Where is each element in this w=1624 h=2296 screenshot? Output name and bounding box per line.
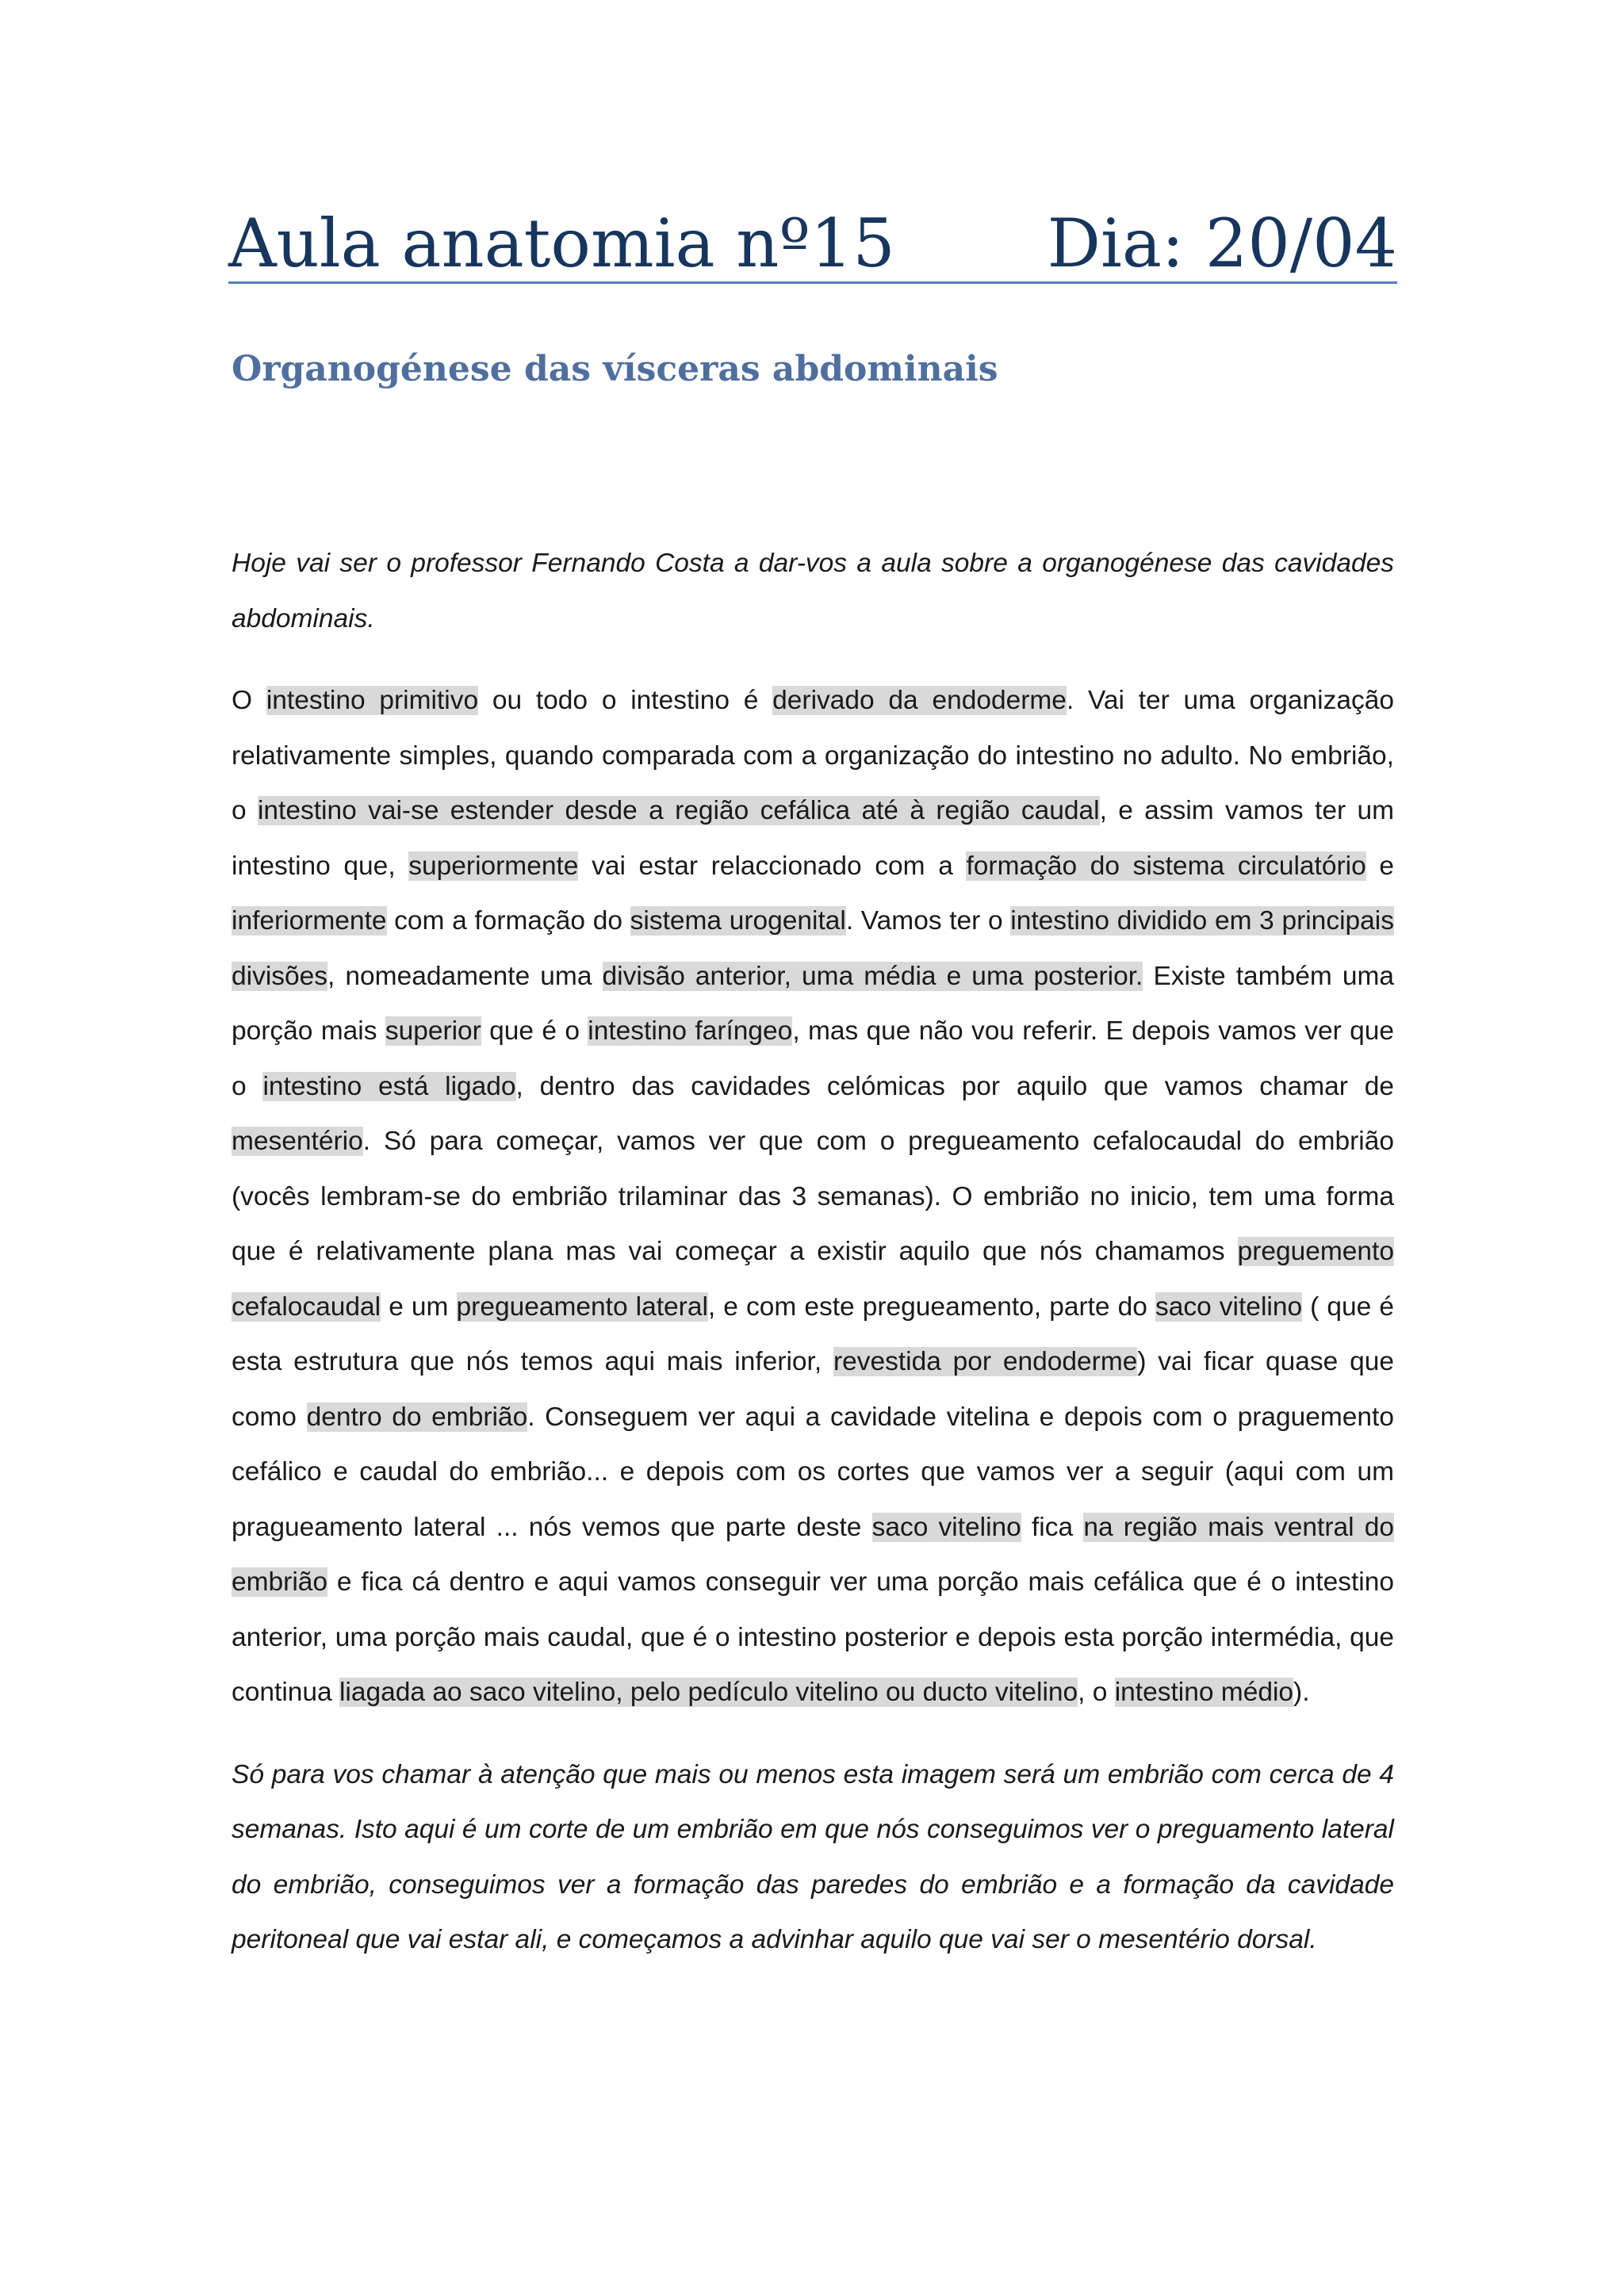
highlighted-text: intestino está ligado <box>262 1071 516 1101</box>
highlighted-text: superiormente <box>408 851 579 881</box>
paragraph-text: , e com este pregueamento, parte do <box>707 1292 1155 1322</box>
highlighted-text: intestino faríngeo <box>588 1016 793 1046</box>
paragraph-main <box>232 673 1394 1720</box>
paragraph-text: ). <box>1293 1678 1310 1707</box>
paragraph-text: que é o <box>481 1016 588 1046</box>
highlighted-text: inferiormente <box>232 906 387 936</box>
paragraph-text: vai estar relaccionado com a <box>578 851 967 881</box>
highlighted-text: intestino vai-se estender desde a região cefálica até à região caudal <box>257 796 1100 825</box>
highlighted-text: mesentério <box>232 1127 363 1156</box>
highlighted-text: revestida por endoderme <box>833 1347 1138 1376</box>
paragraph-text: Só para vos chamar à atenção que mais ou menos esta imagem será um embrião com cerca de 4 semanas. Isto aqui é um corte de um embrião em que nós conseguimos ver o preguamento lateral do embrião, conseguimos ver a formação das paredes do embrião e a formação da cavidade peritoneal que vai estar ali, e começamos a advinhar aquilo que vai ser o mesentério dorsal. <box>232 1759 1394 1954</box>
paragraph-text: , dentro das cavidades celómicas por aquilo que vamos chamar de <box>515 1071 1394 1101</box>
highlighted-text: pregueamento lateral <box>456 1292 708 1322</box>
paragraph-text: fica <box>1021 1512 1084 1542</box>
body-text <box>232 536 1394 1995</box>
paragraph-intro <box>232 536 1394 646</box>
paragraph-text: com a formação do <box>386 906 630 936</box>
highlighted-text: intestino médio <box>1114 1678 1294 1707</box>
section-heading: Organogénese das vísceras abdominais <box>232 349 998 389</box>
paragraph-text: ( que é esta estrutura que nós temos aqui mais inferior, <box>232 1292 1395 1376</box>
paragraph-text: e um <box>381 1292 457 1322</box>
highlighted-text: divisão anterior, uma média e uma posterior. <box>602 961 1143 991</box>
highlighted-text: saco vitelino <box>871 1512 1021 1542</box>
highlighted-text: preguemento cefalocaudal <box>232 1237 1394 1322</box>
paragraph-text: ou todo o intestino é <box>478 686 773 715</box>
paragraph-text: Hoje vai ser o professor Fernando Costa a dar-vos a aula sobre a organogénese das cavidades abdominais. <box>232 549 1394 633</box>
paragraph-text: , o <box>1078 1678 1115 1707</box>
lecture-date: Dia: 20/04 <box>1047 205 1397 282</box>
paragraph-closing <box>232 1747 1394 1968</box>
paragraph-text: ) vai ficar quase que como <box>232 1347 1394 1432</box>
highlighted-text: intestino dividido em 3 principais divisões <box>232 906 1394 991</box>
highlighted-text: sistema urogenital <box>630 906 846 936</box>
paragraph-text: . Só para começar, vamos ver que com o pregueamento cefalocaudal do embrião (vocês lembram-se do embrião trilaminar das 3 semanas). O embrião no inicio, tem uma forma que é relativamente plana mas vai começar a existir aquilo que nós chamamos <box>232 1127 1394 1266</box>
highlighted-text: intestino primitivo <box>266 686 479 715</box>
paragraph-text: , e assim vamos ter um intestino que, <box>232 796 1394 881</box>
paragraph-text: , nomeadamente uma <box>327 961 603 991</box>
highlighted-text: derivado da endoderme <box>772 686 1067 715</box>
paragraph-text: . Conseguem ver aqui a cavidade vitelina e depois com o praguemento cefálico e caudal do embrião... e depois com os cortes que vamos ver a seguir (aqui com um pragueamento lateral ... nós vemos que parte deste <box>232 1402 1394 1542</box>
paragraph-text: e fica cá dentro e aqui vamos conseguir ver uma porção mais cefálica que é o intestino anterior, uma porção mais caudal, que é o intestino posterior e depois esta porção intermédia, que continua <box>232 1567 1394 1707</box>
highlighted-text: na região mais ventral do embrião <box>232 1512 1394 1597</box>
highlighted-text: superior <box>385 1016 481 1046</box>
paragraph-text: O <box>232 686 266 715</box>
highlighted-text: dentro do embrião <box>306 1402 528 1432</box>
highlighted-text: liagada ao saco vitelino, pelo pedículo vitelino ou ducto vitelino <box>339 1678 1078 1707</box>
paragraph-text: . Vamos ter o <box>845 906 1011 936</box>
highlighted-text: formação do sistema circulatório <box>966 851 1366 881</box>
paragraph-text: e <box>1365 851 1394 881</box>
paragraph-text: Existe também uma porção mais <box>232 961 1395 1046</box>
highlighted-text: saco vitelino <box>1155 1292 1303 1322</box>
title-bar <box>228 181 1397 284</box>
lecture-title: Aula anatomia nº15 <box>228 205 895 282</box>
paragraph-text: , mas que não vou referir. E depois vamos ver que o <box>232 1016 1394 1101</box>
paragraph-text: . Vai ter uma organização relativamente simples, quando comparada com a organização do intestino no adulto. No embrião, o <box>232 686 1395 825</box>
